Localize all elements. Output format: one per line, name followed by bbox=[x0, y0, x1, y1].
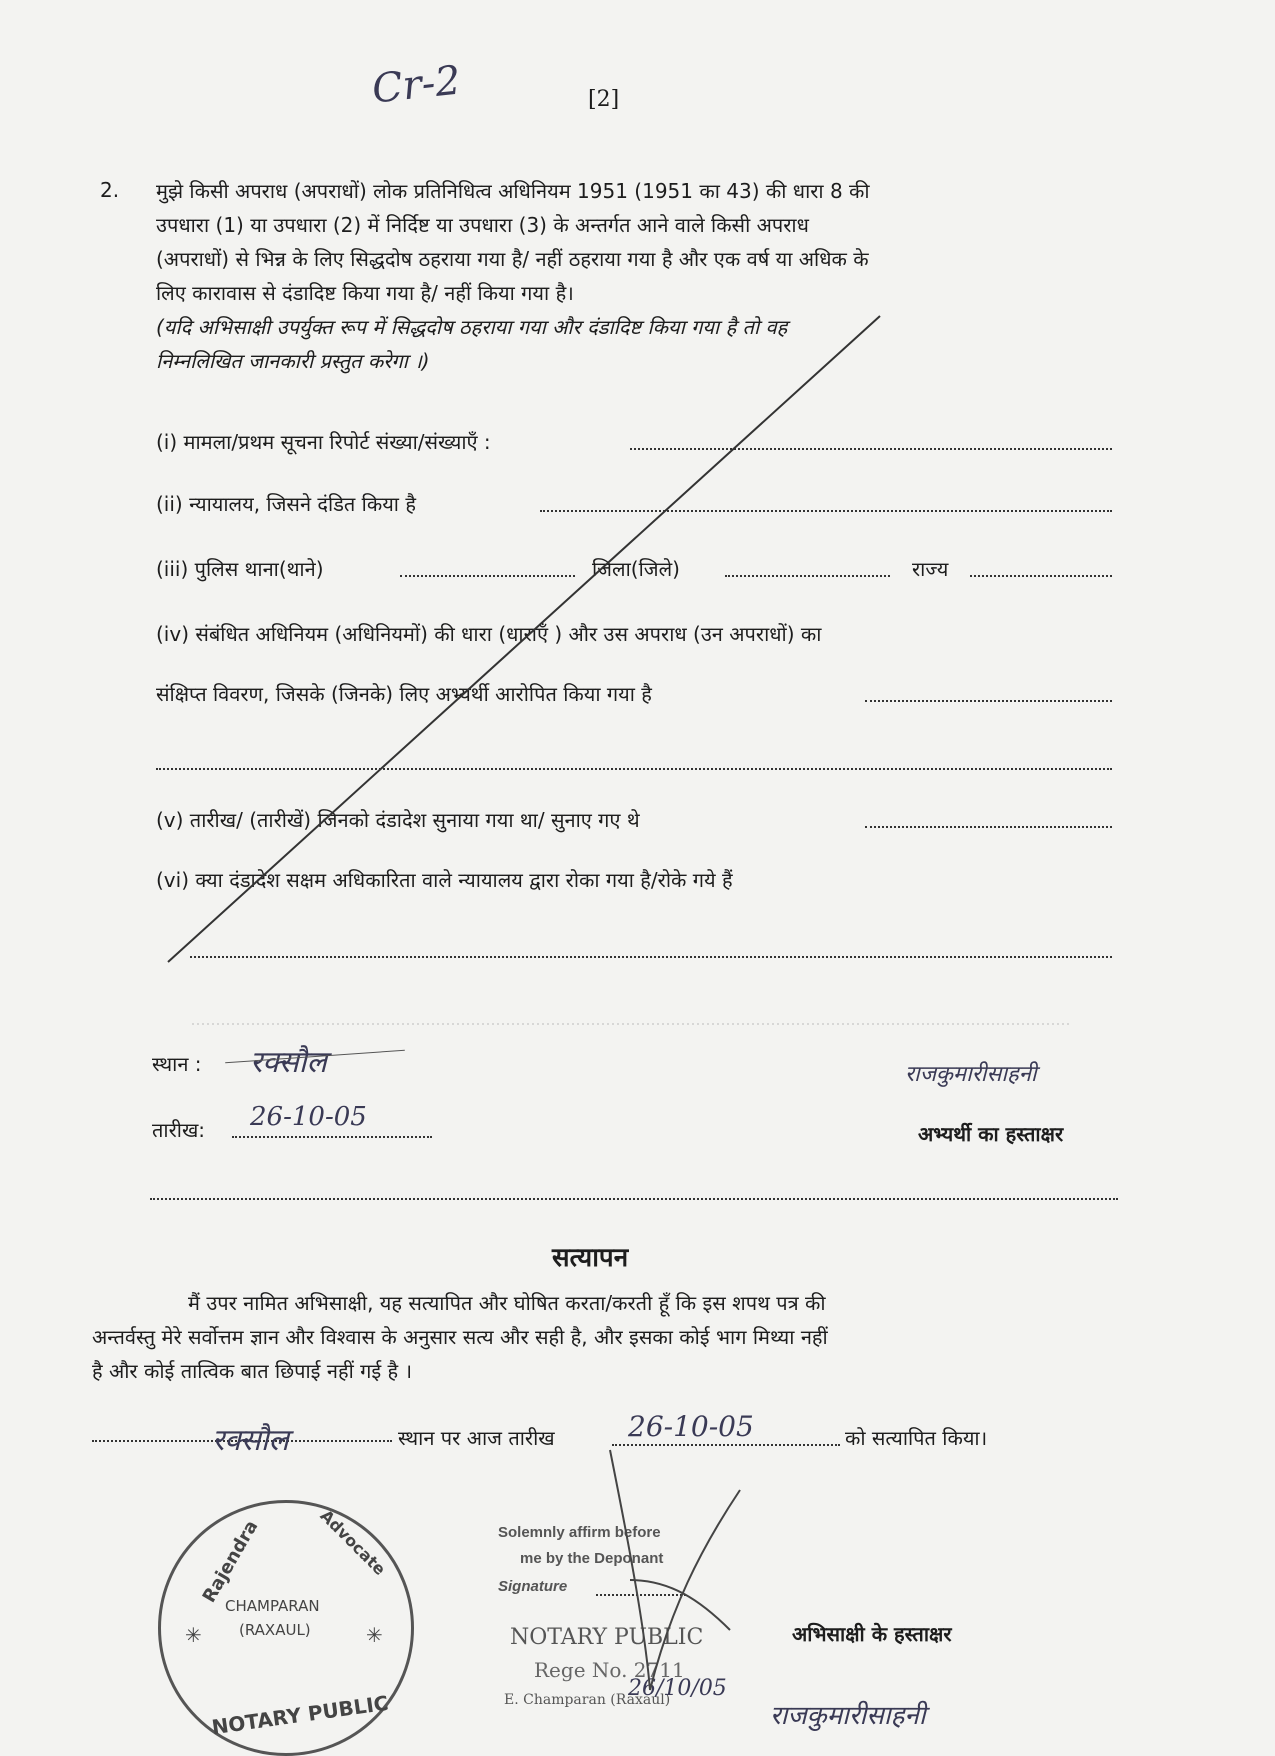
notary-rege: Rege No. 2711 bbox=[534, 1658, 685, 1682]
verification-heading: सत्यापन bbox=[552, 1243, 629, 1273]
affirm-line-1: Solemnly affirm before bbox=[498, 1524, 661, 1541]
verify-date-handwritten: 26-10-05 bbox=[628, 1410, 754, 1443]
field-i-label: (i) मामला/प्रथम सूचना रिपोर्ट संख्या/संख्याएँ : bbox=[156, 430, 491, 454]
place-handwritten: रक्सौल bbox=[250, 1045, 327, 1080]
separator-dotted-line bbox=[150, 1198, 1118, 1200]
place-label: स्थान : bbox=[152, 1052, 202, 1076]
item2-italic-line: निम्नलिखित जानकारी प्रस्तुत करेगा ।) bbox=[156, 349, 430, 373]
affirm-line-2: me by the Deponant bbox=[520, 1550, 664, 1567]
field-iv-label: (iv) संबंधित अधिनियम (अधिनियमों) की धारा (धाराएँ ) और उस अपराध (उन अपराधों) का bbox=[156, 622, 822, 646]
date-line bbox=[232, 1136, 432, 1138]
affirm-line-3: Signature bbox=[498, 1578, 568, 1595]
notary-seal bbox=[158, 1500, 414, 1756]
verification-paragraph bbox=[92, 1286, 1122, 1388]
verification-line: है और कोई तात्विक बात छिपाई नहीं गई है । bbox=[92, 1359, 413, 1383]
item2-line: उपधारा (1) या उपधारा (2) में निर्दिष्ट या उपधारा (3) के अन्तर्गत आने वाले किसी अपराध bbox=[156, 213, 809, 237]
field-iv-label-cont: संक्षिप्त विवरण, जिसके (जिनके) लिए अभ्यर्थी आरोपित किया गया है bbox=[156, 682, 652, 706]
notary-title: NOTARY PUBLIC bbox=[510, 1625, 704, 1650]
candidate-signature: राजकुमारीसाहनी bbox=[905, 1062, 1037, 1087]
deponent-signature-label: अभिसाक्षी के हस्ताक्षर bbox=[792, 1622, 952, 1646]
candidate-signature-label: अभ्यर्थी का हस्ताक्षर bbox=[918, 1122, 1064, 1146]
verify-mid-text: स्थान पर आज तारीख bbox=[398, 1426, 555, 1450]
verify-end-text: को सत्यापित किया। bbox=[845, 1426, 988, 1450]
field-iii-police-label: (iii) पुलिस थाना(थाने) bbox=[156, 557, 324, 581]
field-v-label: (v) तारीख/ (तारीखें) जिनको दंडादेश सुनाया गया था/ सुनाए गए थे bbox=[156, 808, 640, 832]
notary-signature-strokes bbox=[590, 1430, 760, 1710]
notary-handwritten-date: 26/10/05 bbox=[628, 1676, 727, 1701]
date-label: तारीख: bbox=[152, 1118, 206, 1142]
item2-line: लिए कारावास से दंडादिष्ट किया गया है/ नहीं किया गया है। bbox=[156, 281, 574, 305]
date-handwritten: 26-10-05 bbox=[250, 1102, 367, 1132]
seal-ring-bottom: NOTARY PUBLIC bbox=[210, 1690, 390, 1740]
item2-line: मुझे किसी अपराध (अपराधों) लोक प्रतिनिधित्व अधिनियम 1951 (1951 का 43) की धारा 8 की bbox=[156, 179, 870, 203]
field-ii-label: (ii) न्यायालय, जिसने दंडित किया है bbox=[156, 492, 416, 516]
verify-place-handwritten: रक्सौल bbox=[212, 1423, 289, 1458]
field-vi-label: (vi) क्या दंडादेश सक्षम अधिकारिता वाले न्यायालय द्वारा रोका गया है/रोके गये हैं bbox=[156, 868, 733, 892]
item-number: 2. bbox=[100, 178, 120, 202]
item2-line: (अपराधों) से भिन्न के लिए सिद्धदोष ठहराया गया है/ नहीं ठहराया गया है और एक वर्ष या अधिक के bbox=[156, 247, 869, 271]
verification-line: अन्तर्वस्तु मेरे सर्वोत्तम ज्ञान और विश्वास के अनुसार सत्य और सही है, और इसका कोई भाग मिथ्या नहीं bbox=[92, 1325, 828, 1349]
seal-ring-right: Advocate bbox=[316, 1506, 390, 1579]
seal-star-icon: ✳ bbox=[185, 1623, 202, 1647]
item2-italic-line: (यदि अभिसाक्षी उपर्युक्त रूप में सिद्धदोष ठहराया गया और दंडादिष्ट किया गया है तो वह bbox=[156, 315, 788, 339]
field-iii-district-label: जिला(जिले) bbox=[592, 557, 680, 581]
field-iii-state-label: राज्य bbox=[912, 557, 949, 581]
notary-location: E. Champaran (Raxaul) bbox=[504, 1692, 671, 1708]
seal-ring-top: Rajendra bbox=[198, 1516, 263, 1607]
deponent-signature: राजकुमारीसाहनी bbox=[770, 1701, 926, 1731]
handwritten-annotation: Cr-2 bbox=[369, 57, 463, 113]
seal-star-icon: ✳ bbox=[366, 1623, 383, 1647]
seal-inner-line1: CHAMPARAN bbox=[225, 1597, 320, 1615]
page-number: [2] bbox=[588, 87, 620, 112]
verification-line: मैं उपर नामित अभिसाक्षी, यह सत्यापित और घोषित करता/करती हूँ कि इस शपथ पत्र की bbox=[188, 1291, 826, 1315]
seal-inner-line2: (RAXAUL) bbox=[239, 1621, 311, 1639]
